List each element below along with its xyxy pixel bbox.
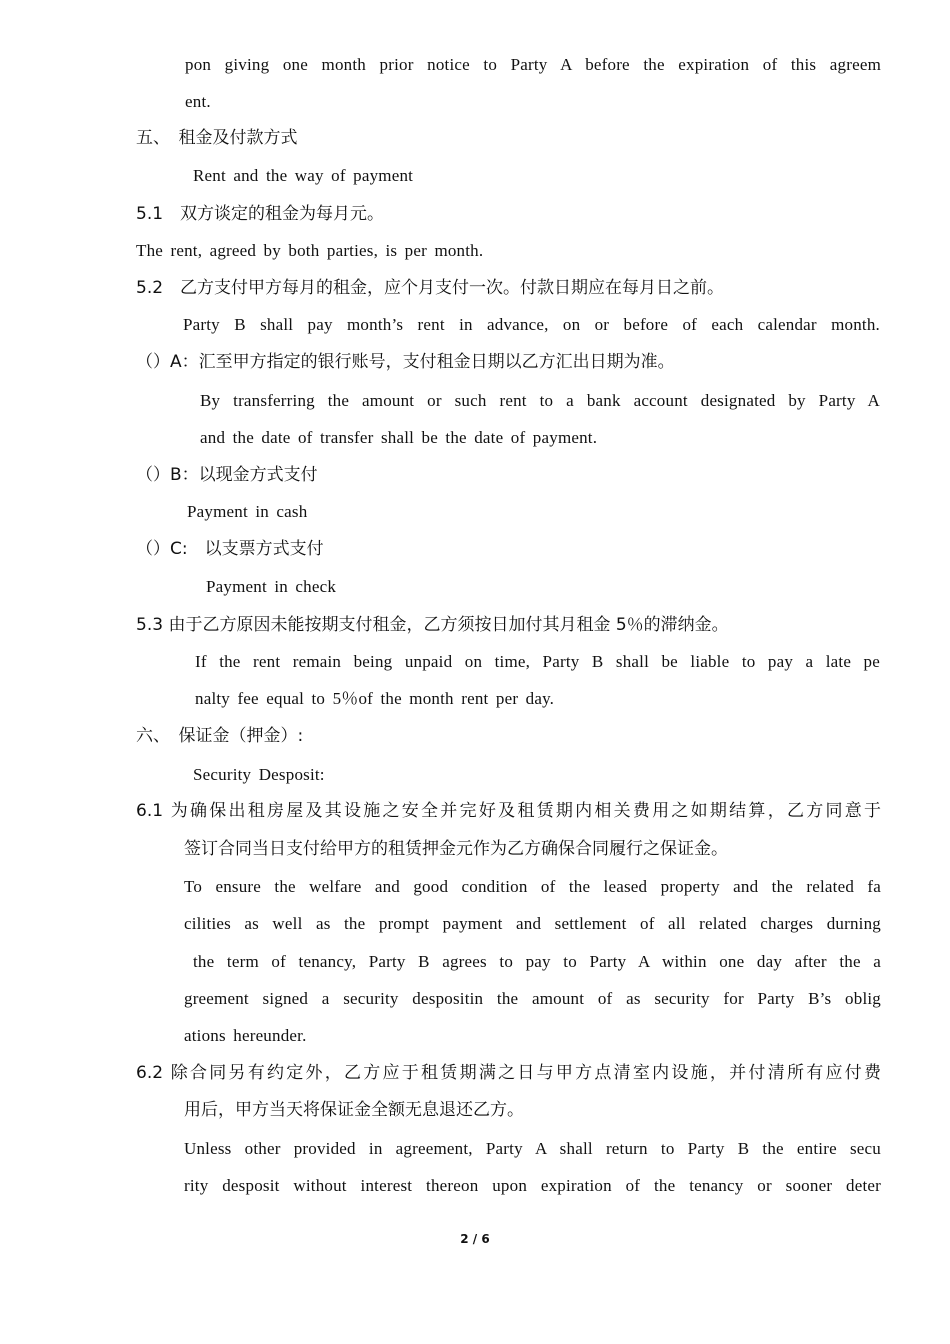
section-heading-en: Rent and the way of payment: [193, 166, 414, 185]
text-line: 签订合同当日支付给甲方的租赁押金元作为乙方确保合同履行之保证金。: [184, 839, 728, 859]
text-line: ations hereunder.: [184, 1026, 307, 1045]
text-line: Payment in check: [206, 577, 337, 596]
text-line: rity desposit without interest thereon upon expiration of the tenancy or sooner deter: [184, 1176, 881, 1195]
text-line: Party B shall pay month’s rent in advance, on or before of each calendar month.: [183, 315, 880, 334]
section-heading: 六、 保证金（押金）:: [136, 726, 304, 746]
section-heading: 五、 租金及付款方式: [136, 128, 298, 148]
text-line: pon giving one month prior notice to Party A before the expiration of this agreem: [185, 55, 881, 74]
text-line: The rent, agreed by both parties, is per month.: [136, 241, 484, 260]
text-line: Unless other provided in agreement, Party A shall return to Party B the entire secu: [184, 1139, 881, 1158]
clause-6-2: 6.2 除合同另有约定外，乙方应于租赁期满之日与甲方点清室内设施，并付清所有应付费: [136, 1063, 881, 1083]
text-line: nalty fee equal to 5％of the month rent per day.: [195, 689, 555, 708]
text-line: and the date of transfer shall be the date of payment.: [200, 428, 598, 447]
text-line: ent.: [185, 92, 211, 111]
text-line: greement signed a security despositin the amount of as security for Party B’s oblig: [184, 989, 881, 1008]
page-number: 2 / 6: [460, 1232, 490, 1246]
option-c: （）C: 以支票方式支付: [136, 539, 324, 559]
text-line: By transferring the amount or such rent to a bank account designated by Party A: [200, 391, 880, 410]
text-line: To ensure the welfare and good condition of the leased property and the related fa: [184, 877, 881, 896]
section-heading-en: Security Desposit:: [193, 765, 325, 784]
text-line: Payment in cash: [187, 502, 308, 521]
clause-6-1: 6.1 为确保出租房屋及其设施之安全并完好及租赁期内相关费用之如期结算，乙方同意于: [136, 801, 881, 821]
clause-5-3: 5.3 由于乙方原因未能按期支付租金，乙方须按日加付其月租金 5％的滞纳金。: [136, 615, 729, 635]
text-line: 用后，甲方当天将保证金全额无息退还乙方。: [184, 1100, 524, 1120]
text-line: If the rent remain being unpaid on time, Party B shall be liable to pay a late pe: [195, 652, 880, 671]
clause-5-1: 5.1 双方谈定的租金为每月元。: [136, 204, 385, 224]
text-line: the term of tenancy, Party B agrees to pay to Party A within one day after the a: [193, 952, 881, 971]
option-a: （）A：汇至甲方指定的银行账号，支付租金日期以乙方汇出日期为准。: [136, 352, 675, 372]
text-line: cilities as well as the prompt payment and settlement of all related charges durning: [184, 914, 881, 933]
clause-5-2: 5.2 乙方支付甲方每月的租金，应个月支付一次。付款日期应在每月日之前。: [136, 278, 725, 298]
option-b: （）B：以现金方式支付: [136, 465, 318, 485]
